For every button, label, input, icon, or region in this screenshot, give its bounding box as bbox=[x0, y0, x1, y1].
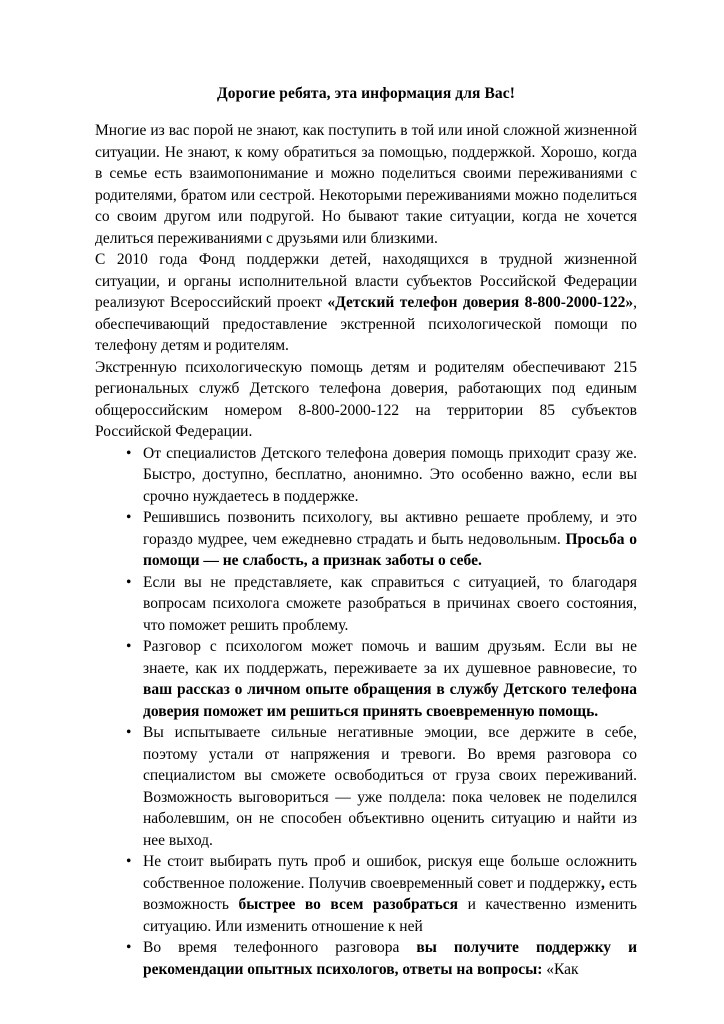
body-text: Многие из вас порой не знают, как поступить в той или иной сложной жизненной ситуации. Не знают, к кому обратиться за помощью, поддержкой. Хорошо, когда в семье есть взаимопонимание и можно поделиться своими переживаниями с родителями, братом или сестрой. Некоторыми переживаниями можно поделиться со своим другом или подругой. Но бывают такие ситуации, когда не хочется делиться переживаниями с друзьями или близкими. bbox=[95, 122, 637, 247]
body-text: С 2010 года Фонд поддержки детей, находящихся в трудной жизненной ситуации, и органы исполнительной власти субъектов Российской Федерации реализуют Всероссийский проект bbox=[95, 251, 637, 312]
list-item bbox=[95, 572, 637, 637]
emphasis-text: «Детский телефон доверия 8-800-2000-122» bbox=[327, 294, 634, 312]
body-text: Решившись позвонить психологу, вы активно решаете проблему, и это гораздо мудрее, чем ежедневно страдать и быть недовольным. bbox=[143, 509, 637, 548]
list-item bbox=[95, 722, 637, 851]
bullet-icon: • bbox=[126, 638, 132, 656]
body-text: Если вы не представляете, как справиться с ситуацией, то благодаря вопросам психолога сможете разобраться в причинах своего состояния, что поможет решить проблему. bbox=[143, 573, 637, 634]
emphasis-text: , bbox=[601, 874, 605, 892]
list-item bbox=[95, 851, 637, 937]
body-text: Во время телефонного разговора bbox=[143, 939, 417, 957]
list-item bbox=[95, 636, 637, 722]
body-text: есть возможность bbox=[143, 874, 637, 914]
list-item bbox=[95, 937, 637, 980]
paragraph-intro bbox=[95, 120, 637, 249]
emphasis-text: Просьба о помощи — не слабость, а признак заботы о себе. bbox=[143, 530, 637, 570]
body-text: Не стоит выбирать путь проб и ошибок, рискуя еще больше осложнить собственное положение. Получив своевременный совет и поддержку bbox=[143, 853, 637, 892]
body-text: Вы испытываете сильные негативные эмоции, все держите в себе, поэтому устали от напряжения и тревоги. Во время разговора со специалистом вы сможете освободиться от груза своих переживаний. Возможность выговориться — уже полдела: пока человек не поделился наболевшим, он не способен объективно оценить ситуацию и найти из нее выход. bbox=[143, 724, 637, 849]
list-item bbox=[95, 443, 637, 508]
bullet-icon: • bbox=[126, 853, 132, 871]
list-item-text bbox=[143, 724, 637, 849]
list-item-text bbox=[143, 445, 637, 505]
paragraph-project bbox=[95, 249, 637, 357]
list-item-text bbox=[143, 939, 637, 978]
body-text: От специалистов Детского телефона доверия помощь приходит сразу же. Быстро, доступно, бесплатно, анонимно. Это особенно важно, если вы срочно нуждаетесь в поддержке. bbox=[143, 444, 637, 505]
list-item bbox=[95, 507, 637, 572]
bullet-icon: • bbox=[126, 509, 132, 527]
paragraph-services bbox=[95, 357, 637, 443]
list-item-text bbox=[143, 853, 637, 935]
body-text: Экстренную психологическую помощь детям и родителям обеспечивают 215 региональных служб Детского телефона доверия, работающих под единым общероссийским номером 8-800-2000-122 на территории 85 субъектов Российской Федерации. bbox=[95, 358, 637, 441]
emphasis-text: вы получите поддержку и рекомендации опытных психологов, ответы на вопросы: bbox=[143, 939, 637, 978]
bullet-icon: • bbox=[126, 444, 132, 462]
emphasis-text: ваш рассказ о личном опыте обращения в службу Детского телефона доверия поможет им решиться принять своевременную помощь. bbox=[143, 681, 637, 720]
benefits-list bbox=[95, 443, 637, 981]
emphasis-text: быстрее во всем разобраться bbox=[238, 896, 459, 914]
list-item-text bbox=[143, 509, 637, 569]
list-item-text bbox=[143, 638, 637, 720]
list-item-text bbox=[143, 574, 637, 634]
bullet-icon: • bbox=[126, 573, 132, 591]
body-text: , обеспечивающий предоставление экстренной психологической помощи по телефону детям и родителям. bbox=[95, 294, 638, 355]
body-text: «Как bbox=[542, 960, 579, 978]
bullet-icon: • bbox=[126, 939, 132, 957]
body-text: Разговор с психологом может помочь и вашим друзьям. Если вы не знаете, как их поддержать, переживаете за их душевное равновесие, то bbox=[143, 638, 637, 677]
body-text: и качественно изменить ситуацию. Или изменить отношение к ней bbox=[143, 896, 637, 935]
page-title: Дорогие ребята, эта информация для Вас! bbox=[216, 85, 516, 102]
bullet-icon: • bbox=[126, 724, 132, 742]
document-body bbox=[95, 84, 637, 980]
